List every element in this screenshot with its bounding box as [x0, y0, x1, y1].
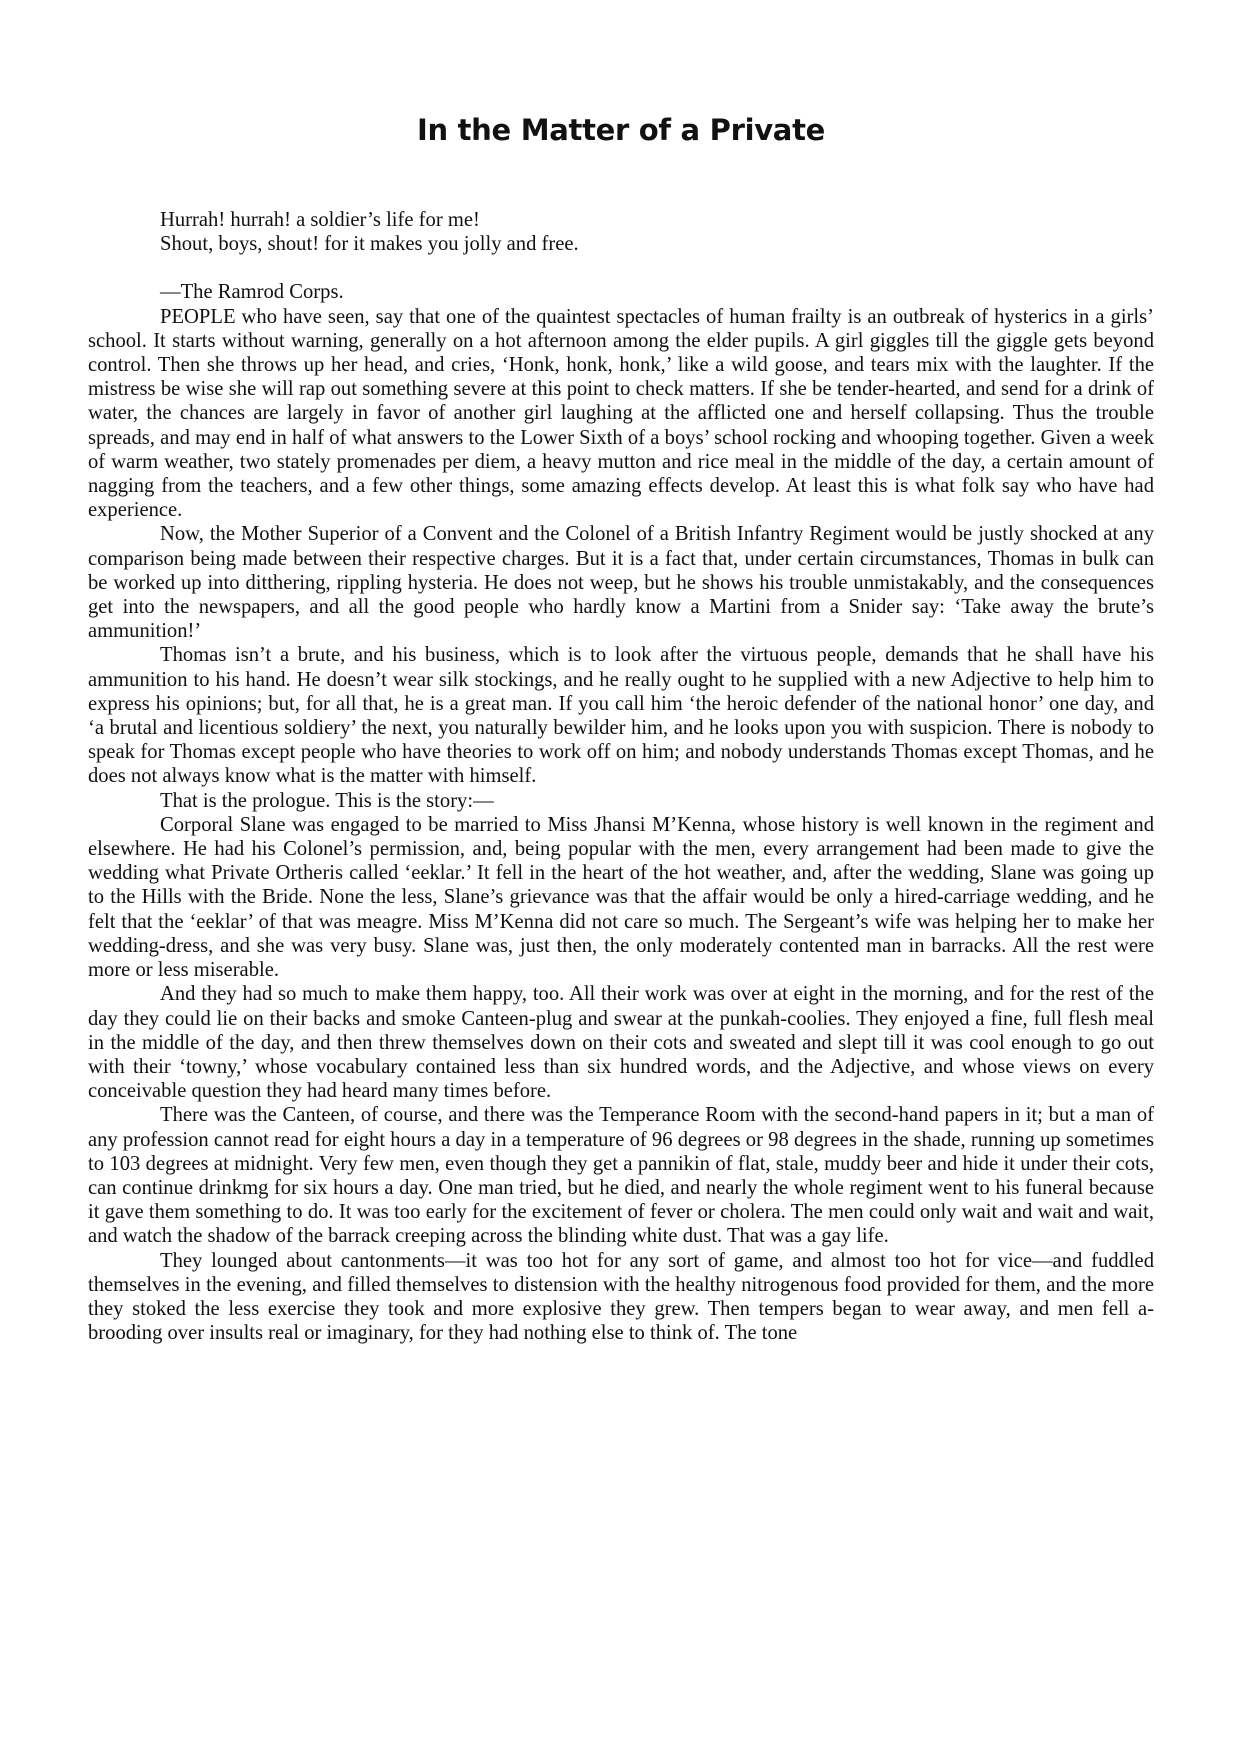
paragraph: They lounged about cantonments—it was too hot for any sort of game, and almost too hot for vice—and fuddled themselves in the evening, and filled themselves to distension with the healthy nitrogenous food provided for them, and the more they stoked the less exercise they took and more explosive they grew. Then tempers began to wear away, and men fell a-brooding over insults real or imaginary, for they had nothing else to think of. The tone: [88, 1249, 1154, 1345]
paragraph: Corporal Slane was engaged to be married to Miss Jhansi M’Kenna, whose history is well known in the regiment and elsewhere. He had his Colonel’s permission, and, being popular with the men, every arrangement had been made to give the wedding what Private Ortheris called ‘eeklar.’ It fell in the heart of the hot weather, and, after the wedding, Slane was going up to the Hills with the Bride. None the less, Slane’s grievance was that the affair would be only a hired-carriage wedding, and he felt that the ‘eeklar’ of that was meagre. Miss M’Kenna did not care so much. The Sergeant’s wife was helping her to make her wedding-dress, and she was very busy. Slane was, just then, the only moderately contented man in barracks. All the rest were more or less miserable.: [88, 813, 1154, 982]
paragraph: And they had so much to make them happy, too. All their work was over at eight in the morning, and for the rest of the day they could lie on their backs and smoke Canteen-plug and swear at the punkah-coolies. They enjoyed a fine, full flesh meal in the middle of the day, and then threw themselves down on their cots and sweated and slept till it was cool enough to go out with their ‘towny,’ whose vocabulary contained less than six hundred words, and the Adjective, and whose views on every conceivable question they had heard many times before.: [88, 983, 1154, 1103]
page-title: In the Matter of a Private: [416, 113, 826, 147]
paragraph: Now, the Mother Superior of a Convent and the Colonel of a British Infantry Regiment would be justly shocked at any comparison being made between their respective charges. But it is a fact that, under certain circumstances, Thomas in bulk can be worked up into ditthering, rippling hysteria. He does not weep, but he shows his trouble unmistakably, and the consequences get into the newspapers, and all the good people who hardly know a Martini from a Snider say: ‘Take away the brute’s ammunition!’: [88, 523, 1154, 643]
paragraph: That is the prologue. This is the story:—: [160, 789, 494, 812]
epigraph-line: Hurrah! hurrah! a soldier’s life for me!: [160, 209, 480, 231]
document-page: [88, 0, 1154, 1345]
paragraph: PEOPLE who have seen, say that one of the quaintest spectacles of human frailty is an outbreak of hysterics in a girls’ school. It starts without warning, generally on a hot afternoon among the elder pupils. A girl giggles till the giggle gets beyond control. Then she throws up her head, and cries, ‘Honk, honk, honk,’ like a wild goose, and tears mix with the laughter. If the mistress be wise she will rap out something severe at this point to check matters. If she be tender-hearted, and send for a drink of water, the chances are largely in favor of another girl laughing at the afflicted one and herself collapsing. Thus the trouble spreads, and may end in half of what answers to the Lower Sixth of a boys’ school rocking and whooping together. Given a week of warm weather, two stately promenades per diem, a heavy mutton and rice meal in the middle of the day, a certain amount of nagging from the teachers, and a few other things, some amazing effects develop. At least this is what folk say who have had experience.: [88, 305, 1154, 522]
epigraph-line: Shout, boys, shout! for it makes you jolly and free.: [160, 233, 579, 256]
epigraph-attribution: —The Ramrod Corps.: [160, 281, 344, 304]
paragraph: There was the Canteen, of course, and there was the Temperance Room with the second-hand papers in it; but a man of any profession cannot read for eight hours a day in a temperature of 96 degrees or 98 degrees in the shade, running up sometimes to 103 degrees at midnight. Very few men, even though they get a pannikin of flat, stale, muddy beer and hide it under their cots, can continue drinkmg for six hours a day. One man tried, but he died, and nearly the whole regiment went to his funeral because it gave them something to do. It was too early for the excitement of fever or cholera. The men could only wait and wait and wait, and watch the shadow of the barrack creeping across the blinding white dust. That was a gay life.: [88, 1104, 1154, 1248]
paragraph: Thomas isn’t a brute, and his business, which is to look after the virtuous people, demands that he shall have his ammunition to his hand. He doesn’t wear silk stockings, and he really ought to he supplied with a new Adjective to help him to express his opinions; but, for all that, he is a great man. If you call him ‘the heroic defender of the national honor’ one day, and ‘a brutal and licentious soldiery’ the next, you naturally bewilder him, and he looks upon you with suspicion. There is nobody to speak for Thomas except people who have theories to work off on him; and nobody understands Thomas except Thomas, and he does not always know what is the matter with himself.: [88, 644, 1154, 788]
epigraph: [160, 208, 1154, 256]
